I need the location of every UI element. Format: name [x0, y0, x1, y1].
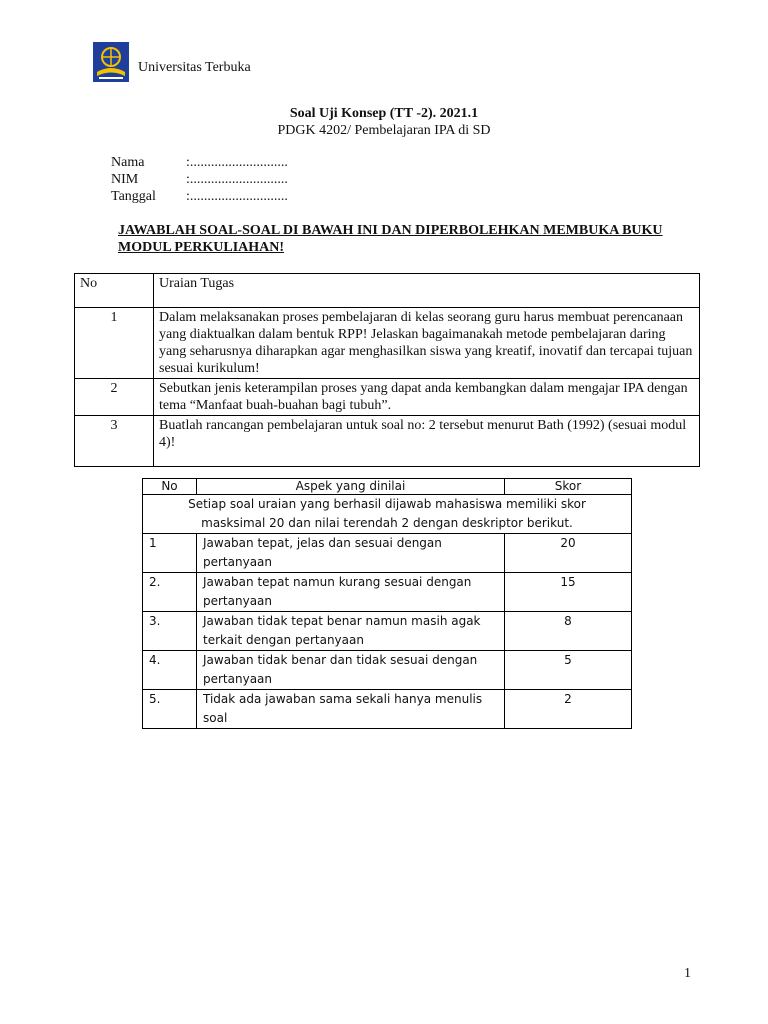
- score-row-aspect: Jawaban tidak benar dan tidak sesuai dengan pertanyaan: [197, 651, 505, 690]
- info-label: Tanggal: [111, 189, 156, 204]
- task-text: Dalam melaksanakan proses pembelajaran di kelas seorang guru harus membuat perencanaan yang diaktualkan dalam bentuk RPP! Jelaskan bagaimanakah metode pembelajaran daring yang seharusnya diharapkan agar menghasilkan siswa yang kreatif, inovatif dan tercapai tujuan sesuai kurikulum!: [154, 308, 700, 379]
- score-row-aspect: Jawaban tidak tepat benar namun masih agak terkait dengan pertanyaan: [197, 612, 505, 651]
- table-header-row: [75, 274, 700, 308]
- score-header-score: Skor: [505, 479, 632, 495]
- score-row-value: 5: [505, 651, 632, 690]
- info-row-name: [111, 155, 288, 172]
- score-row-value: 20: [505, 534, 632, 573]
- score-row-value: 8: [505, 612, 632, 651]
- score-row-aspect: Jawaban tepat, jelas dan sesuai dengan pertanyaan: [197, 534, 505, 573]
- page-number: 1: [684, 966, 691, 981]
- info-label: NIM: [111, 172, 139, 187]
- instruction-text: JAWABLAH SOAL-SOAL DI BAWAH INI DAN DIPERBOLEHKAN MEMBUKA BUKU MODUL PERKULIAHAN!: [118, 223, 663, 255]
- document-title: Soal Uji Konsep (TT -2). 2021.1: [289, 106, 479, 121]
- score-header-no: No: [143, 479, 197, 495]
- score-header-aspect: Aspek yang dinilai: [197, 479, 505, 495]
- score-description-row: [143, 495, 632, 534]
- table-row: [75, 416, 700, 467]
- table-row: [143, 651, 632, 690]
- table-row: [75, 379, 700, 416]
- score-row-number: 1: [143, 534, 197, 573]
- score-description: Setiap soal uraian yang berhasil dijawab mahasiswa memiliki skor masksimal 20 dan nilai terendah 2 dengan deskriptor berikut.: [143, 495, 632, 534]
- university-name: Universitas Terbuka: [138, 60, 251, 75]
- score-header-row: [143, 479, 632, 495]
- score-row-aspect: Jawaban tepat namun kurang sesuai dengan pertanyaan: [197, 573, 505, 612]
- task-text: Sebutkan jenis keterampilan proses yang dapat anda kembangkan dalam mengajar IPA dengan tema “Manfaat buah-buahan bagi tubuh”.: [154, 379, 700, 416]
- score-row-number: 2.: [143, 573, 197, 612]
- table-row: [143, 573, 632, 612]
- table-row: [143, 690, 632, 729]
- document-subtitle: PDGK 4202/ Pembelajaran IPA di SD: [277, 123, 491, 138]
- score-row-value: 2: [505, 690, 632, 729]
- score-row-number: 4.: [143, 651, 197, 690]
- info-row-date: [111, 189, 288, 206]
- header-task: Uraian Tugas: [154, 274, 700, 308]
- score-row-aspect: Tidak ada jawaban sama sekali hanya menulis soal: [197, 690, 505, 729]
- table-row: [143, 534, 632, 573]
- score-row-number: 3.: [143, 612, 197, 651]
- university-logo: [93, 42, 129, 82]
- info-row-nim: [111, 172, 288, 189]
- info-label: Nama: [111, 155, 145, 170]
- score-row-number: 5.: [143, 690, 197, 729]
- score-row-value: 15: [505, 573, 632, 612]
- score-table: [142, 478, 632, 729]
- info-blank: :............................: [186, 189, 288, 204]
- table-row: [75, 308, 700, 379]
- task-number: 2: [75, 379, 154, 416]
- tasks-table: [74, 273, 700, 467]
- info-blank: :............................: [186, 155, 288, 170]
- table-row: [143, 612, 632, 651]
- task-text: Buatlah rancangan pembelajaran untuk soal no: 2 tersebut menurut Bath (1992) (sesuai modul 4)!: [154, 416, 700, 467]
- info-blank: :............................: [186, 172, 288, 187]
- task-number: 3: [75, 416, 154, 467]
- header-no: No: [75, 274, 154, 308]
- task-number: 1: [75, 308, 154, 379]
